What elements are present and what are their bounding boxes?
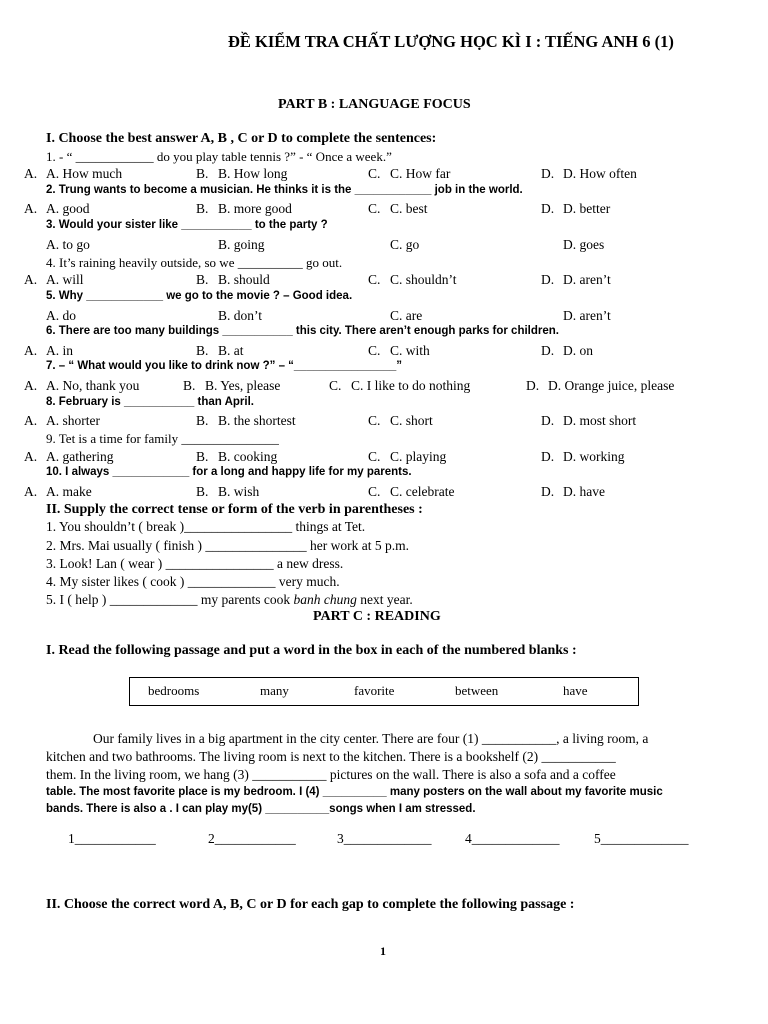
section-heading: I. Choose the best answer A, B , C or D to complete the sentences: (46, 131, 437, 146)
answer-option[interactable]: B. Yes, please (205, 378, 281, 393)
question-stem: 1. - “ ____________ do you play table tennis ?” - “ Once a week.” (46, 149, 392, 164)
option-letter: D. (541, 343, 555, 358)
answer-blank: 5_____________ (594, 831, 689, 846)
option-letter: C. (368, 413, 381, 428)
answer-blank: 3_____________ (337, 831, 432, 846)
verb-item: 4. My sister likes ( cook ) _____________ very much. (46, 574, 340, 589)
option-letter: A. (24, 484, 38, 499)
option-letter: C. (368, 201, 381, 216)
word-option: many (260, 683, 289, 698)
verb-item: 5. I ( help ) _____________ my parents cook banh chung next year. (46, 592, 413, 607)
option-letter: C. (329, 378, 342, 393)
option-letter: B. (196, 201, 209, 216)
answer-blank: 2____________ (208, 831, 296, 846)
answer-option[interactable]: D. aren’t (563, 272, 611, 287)
answer-option[interactable]: D. Orange juice, please (548, 378, 675, 393)
option-letter: C. (368, 449, 381, 464)
option-letter: C. (368, 343, 381, 358)
page-title: ĐỀ KIỂM TRA CHẤT LƯỢNG HỌC KÌ I : TIẾNG ANH 6 (1) (228, 32, 674, 51)
option-letter: C. (368, 272, 381, 287)
answer-option[interactable]: B. going (218, 237, 265, 252)
answer-option[interactable]: D. goes (563, 237, 605, 252)
word-option: bedrooms (148, 683, 200, 698)
question-stem: 9. Tet is a time for family _______________ (46, 431, 279, 446)
passage-line: Our family lives in a big apartment in the city center. There are four (1) ___________, a living room, a (93, 731, 649, 746)
answer-option[interactable]: C. are (390, 308, 423, 323)
question-stem: 8. February is ___________ than April. (46, 396, 254, 408)
answer-option[interactable]: B. at (218, 343, 244, 358)
question-stem: 3. Would your sister like ___________ to the party ? (46, 219, 328, 231)
answer-option[interactable]: C. with (390, 343, 430, 358)
page-number: 1 (380, 944, 386, 958)
option-letter: B. (196, 272, 209, 287)
option-letter: D. (541, 413, 555, 428)
answer-option[interactable]: C. How far (390, 166, 451, 181)
option-letter: D. (541, 484, 555, 499)
option-letter: C. (368, 484, 381, 499)
option-letter: A. (24, 413, 38, 428)
answer-option[interactable]: B. How long (218, 166, 288, 181)
section-heading: II. Choose the correct word A, B, C or D for each gap to complete the following passage : (46, 897, 575, 912)
question-stem: 7. – “ What would you like to drink now ?” – “________________” (46, 360, 402, 372)
answer-option[interactable]: C. go (390, 237, 420, 252)
answer-option[interactable]: A. will (46, 272, 84, 287)
option-letter: D. (541, 166, 555, 181)
answer-option[interactable]: A. gathering (46, 449, 114, 464)
option-letter: B. (196, 484, 209, 499)
option-letter: C. (368, 166, 381, 181)
verb-item: 3. Look! Lan ( wear ) ________________ a new dress. (46, 556, 344, 571)
option-letter: A. (24, 201, 38, 216)
answer-option[interactable]: D. working (563, 449, 625, 464)
option-letter: A. (24, 449, 38, 464)
passage-line: kitchen and two bathrooms. The living room is next to the kitchen. There is a bookshelf (2) ___________ (46, 749, 616, 764)
answer-option[interactable]: D. on (563, 343, 593, 358)
answer-option[interactable]: D. aren’t (563, 308, 611, 323)
option-letter: A. (24, 272, 38, 287)
answer-option[interactable]: A. No, thank you (46, 378, 140, 393)
answer-option[interactable]: A. do (46, 308, 76, 323)
question-stem: 4. It’s raining heavily outside, so we __________ go out. (46, 255, 343, 270)
answer-option[interactable]: C. playing (390, 449, 447, 464)
answer-option[interactable]: A. good (46, 201, 90, 216)
answer-option[interactable]: A. shorter (46, 413, 100, 428)
option-letter: D. (541, 272, 555, 287)
option-letter: D. (526, 378, 540, 393)
passage-line: them. In the living room, we hang (3) ___________ pictures on the wall. There is also a sofa and a coffee (46, 767, 616, 782)
answer-option[interactable]: D. better (563, 201, 611, 216)
answer-option[interactable]: B. cooking (218, 449, 278, 464)
answer-option[interactable]: C. best (390, 201, 428, 216)
answer-option[interactable]: A. How much (46, 166, 123, 181)
word-box (129, 677, 639, 706)
passage-line: table. The most favorite place is my bedroom. I (4) __________ many posters on the wall about my favorite music (46, 786, 663, 798)
option-letter: D. (541, 201, 555, 216)
answer-blank: 1____________ (68, 831, 156, 846)
answer-option[interactable]: C. I like to do nothing (351, 378, 471, 393)
passage-line: bands. There is also a . I can play my(5) __________songs when I am stressed. (46, 803, 476, 815)
option-letter: B. (196, 449, 209, 464)
answer-option[interactable]: A. to go (46, 237, 90, 252)
answer-option[interactable]: B. the shortest (218, 413, 296, 428)
word-option: favorite (354, 683, 395, 698)
answer-option[interactable]: B. don’t (218, 308, 263, 323)
section-heading: I. Read the following passage and put a word in the box in each of the numbered blanks : (46, 643, 577, 658)
answer-option[interactable]: C. shouldn’t (390, 272, 457, 287)
part-b-heading: PART B : LANGUAGE FOCUS (278, 97, 471, 112)
option-letter: B. (196, 343, 209, 358)
word-option: between (455, 683, 499, 698)
option-letter: A. (24, 378, 38, 393)
option-letter: A. (24, 343, 38, 358)
word-option: have (563, 683, 588, 698)
answer-option[interactable]: D. have (563, 484, 605, 499)
answer-option[interactable]: C. celebrate (390, 484, 455, 499)
answer-option[interactable]: C. short (390, 413, 433, 428)
question-stem: 2. Trung wants to become a musician. He thinks it is the ____________ job in the world. (46, 184, 523, 196)
option-letter: A. (24, 166, 38, 181)
part-c-heading: PART C : READING (313, 609, 441, 624)
option-letter: D. (541, 449, 555, 464)
answer-option[interactable]: A. in (46, 343, 73, 358)
answer-option[interactable]: B. more good (218, 201, 292, 216)
option-letter: B. (196, 413, 209, 428)
section-heading: II. Supply the correct tense or form of the verb in parentheses : (46, 502, 423, 517)
answer-option[interactable]: B. wish (218, 484, 260, 499)
answer-option[interactable]: D. most short (563, 413, 637, 428)
verb-item: 1. You shouldn’t ( break )________________ things at Tet. (46, 519, 366, 534)
answer-option[interactable]: D. How often (563, 166, 637, 181)
answer-option[interactable]: B. should (218, 272, 270, 287)
answer-blank: 4_____________ (465, 831, 560, 846)
question-stem: 5. Why ____________ we go to the movie ? – Good idea. (46, 290, 353, 302)
verb-item: 2. Mrs. Mai usually ( finish ) _______________ her work at 5 p.m. (46, 538, 409, 553)
question-stem: 6. There are too many buildings ___________ this city. There aren’t enough parks for children. (46, 325, 559, 337)
answer-option[interactable]: A. make (46, 484, 92, 499)
question-stem: 10. I always ____________ for a long and happy life for my parents. (46, 466, 412, 478)
option-letter: B. (196, 166, 209, 181)
option-letter: B. (183, 378, 196, 393)
